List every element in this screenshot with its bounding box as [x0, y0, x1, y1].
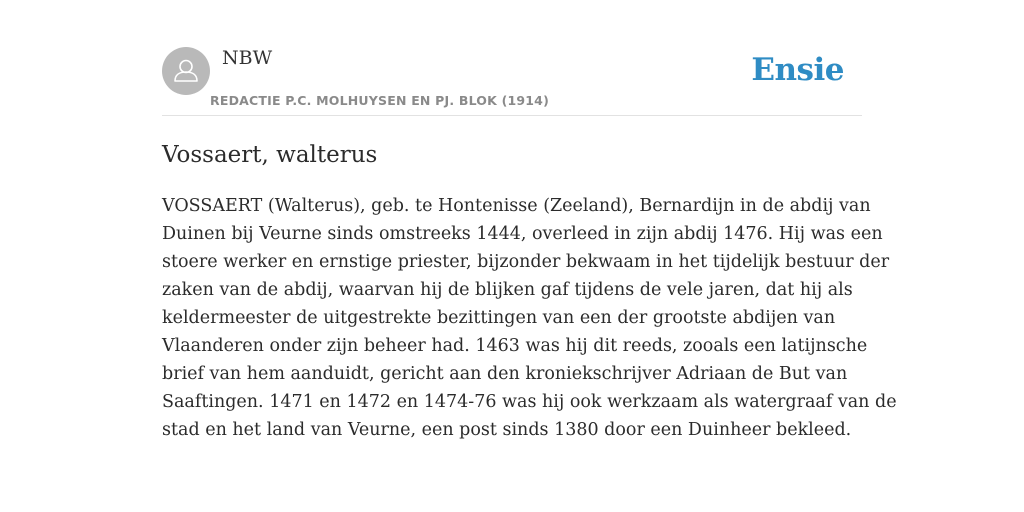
- article-body-line: stad en het land van Veurne, een post sinds 1380 door een Duinheer bekleed.: [162, 420, 852, 440]
- article-body-line: Vlaanderen onder zijn beheer had. 1463 was hij dit reeds, zooals een latijnsche: [162, 336, 868, 356]
- article-body-line: keldermeester de uitgestrekte bezittingen van een der grootste abdijen van: [162, 308, 836, 328]
- article-body-line: brief van hem aanduidt, gericht aan den kroniekschrijver Adriaan de But van: [162, 364, 848, 384]
- article-body-line: Duinen bij Veurne sinds omstreeks 1444, overleed in zijn abdij 1476. Hij was een: [162, 224, 883, 244]
- article-body-line: Saaftingen. 1471 en 1472 en 1474-76 was hij ook werkzaam als watergraaf van de: [162, 392, 897, 412]
- article-body-line: VOSSAERT (Walterus), geb. te Hontenisse (Zeeland), Bernardijn in de abdij van: [162, 196, 871, 216]
- article-body-line: zaken van de abdij, waarvan hij de blijken gaf tijdens de vele jaren, dat hij als: [162, 280, 853, 300]
- author-name[interactable]: NBW: [222, 47, 273, 69]
- article-header: [162, 0, 862, 116]
- brand-logo-link[interactable]: Ensie: [751, 52, 844, 88]
- source-subtitle: REDACTIE P.C. MOLHUYSEN EN PJ. BLOK (1914): [210, 93, 549, 108]
- user-silhouette-icon[interactable]: [162, 47, 210, 95]
- article-title: Vossaert, walterus: [162, 142, 378, 168]
- article-body: [162, 192, 897, 444]
- article-page: [162, 0, 897, 440]
- article-body-line: stoere werker en ernstige priester, bijzonder bekwaam in het tijdelijk bestuur der: [162, 252, 890, 272]
